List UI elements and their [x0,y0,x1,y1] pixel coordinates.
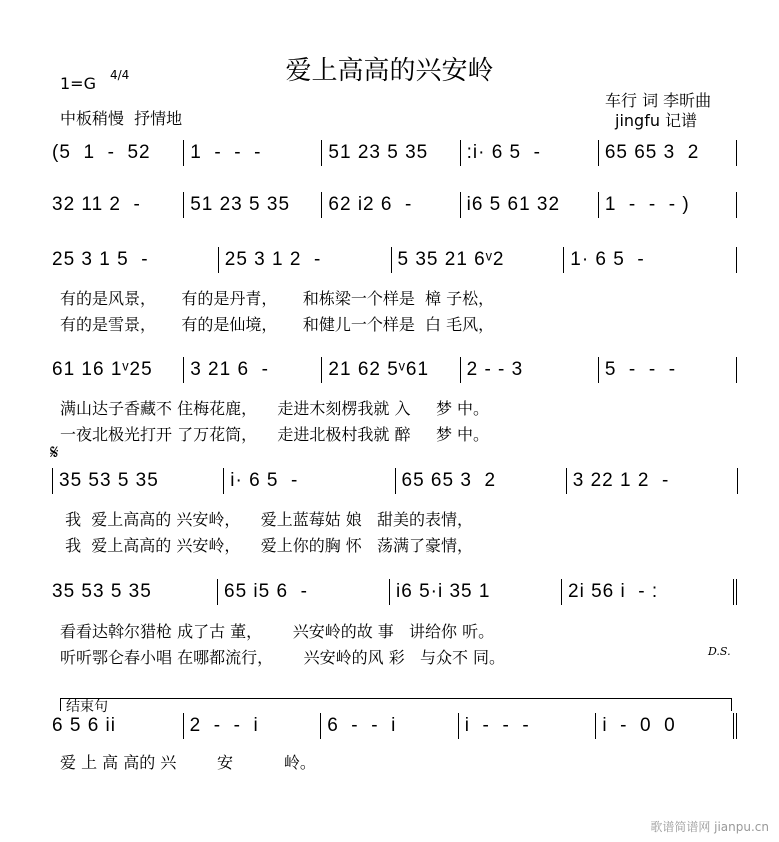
lyrics-line: 我 爱上高高的 兴安岭， 爱上蓝莓姑 娘 甜美的表情， [60,510,474,529]
tempo-marking: 中板稍慢 抒情地 [60,109,183,128]
measure: 51 23 5 35 [184,192,322,218]
measure: 2 - - 3 [461,357,599,383]
measure: 5 35 21 6ᵛ2 [392,247,565,273]
measure: 25 3 1 5 - [52,247,219,273]
watermark: 歌谱简谱网 jianpu.cn [650,820,769,834]
notation-system [52,140,737,166]
measure: i· 6 5 - [224,468,395,494]
measure: 1· 6 5 - [564,247,737,273]
notation-system [52,357,737,383]
measure: 65 65 3 2 [396,468,567,494]
measure: 3 22 1 2 - [567,468,738,494]
credits-lyrics-composer: 车行 词 李昕曲 [605,91,712,110]
lyrics-line: 有的是雪景， 有的是仙境， 和健儿一个样是 白 毛风， [60,315,495,334]
lyrics-line: 听听鄂仑春小唱 在哪都流行， 兴安岭的风 彩 与众不 同。 [60,648,506,667]
measure: 65 i5 6 - [218,579,390,605]
measure: 65 65 3 2 [599,140,737,166]
measure: 1 - - - ) [599,192,737,218]
measure: i6 5·i 35 1 [390,579,562,605]
measure: :i· 6 5 - [461,140,599,166]
lyrics-line: 我 爱上高高的 兴安岭， 爱上你的胸 怀 荡满了豪情， [60,536,474,555]
song-title: 爱上高高的兴安岭 [285,56,494,86]
measure: 62 i2 6 - [322,192,460,218]
notation-system [52,468,738,494]
measure: 61 16 1ᵛ25 [52,357,184,383]
lyrics-line: 爱 上 高 高的 兴 安 岭。 [60,753,316,772]
ending-bracket [60,698,732,711]
measure: i - - - [459,713,597,739]
notation-system [52,192,737,218]
measure: i - 0 0 [596,713,737,739]
ds-marking: D.S. [708,645,731,658]
measure: 2 - - i [184,713,322,739]
lyrics-line: 满山达子香藏不 住梅花鹿， 走进木刻楞我就 入 梦 中。 [60,399,490,418]
measure: (5 1 - 52 [52,140,184,166]
time-signature: 4/4 [110,68,130,82]
notation-system [52,579,737,605]
measure: 32 11 2 - [52,192,184,218]
lyrics-line: 一夜北极光打开 了万花筒， 走进北极村我就 醉 梦 中。 [60,425,490,444]
measure: 2i 56 i - : [562,579,737,605]
measure: 51 23 5 35 [322,140,460,166]
segno-sign: 𝄋 [50,440,59,464]
measure: 21 62 5ᵛ61 [322,357,460,383]
key-signature: 1=G [60,74,96,93]
measure: 35 53 5 35 [53,468,224,494]
measure: 6 5 6 ii [52,713,184,739]
ending-label: 结束句 [66,699,108,715]
notation-system [52,713,737,739]
credits-transcriber: jingfu 记谱 [615,111,698,130]
measure: 1 - - - [184,140,322,166]
measure: 3 21 6 - [184,357,322,383]
lyrics-line: 看看达斡尔猎枪 成了古 董， 兴安岭的故 事 讲给你 听。 [60,622,495,641]
measure: 5 - - - [599,357,737,383]
lyrics-line: 有的是风景， 有的是丹青， 和栋梁一个样是 樟 子松， [60,289,495,308]
measure: 25 3 1 2 - [219,247,392,273]
measure: 6 - - i [321,713,459,739]
notation-system [52,247,737,273]
measure: 35 53 5 35 [52,579,218,605]
measure: i6 5 61 32 [461,192,599,218]
